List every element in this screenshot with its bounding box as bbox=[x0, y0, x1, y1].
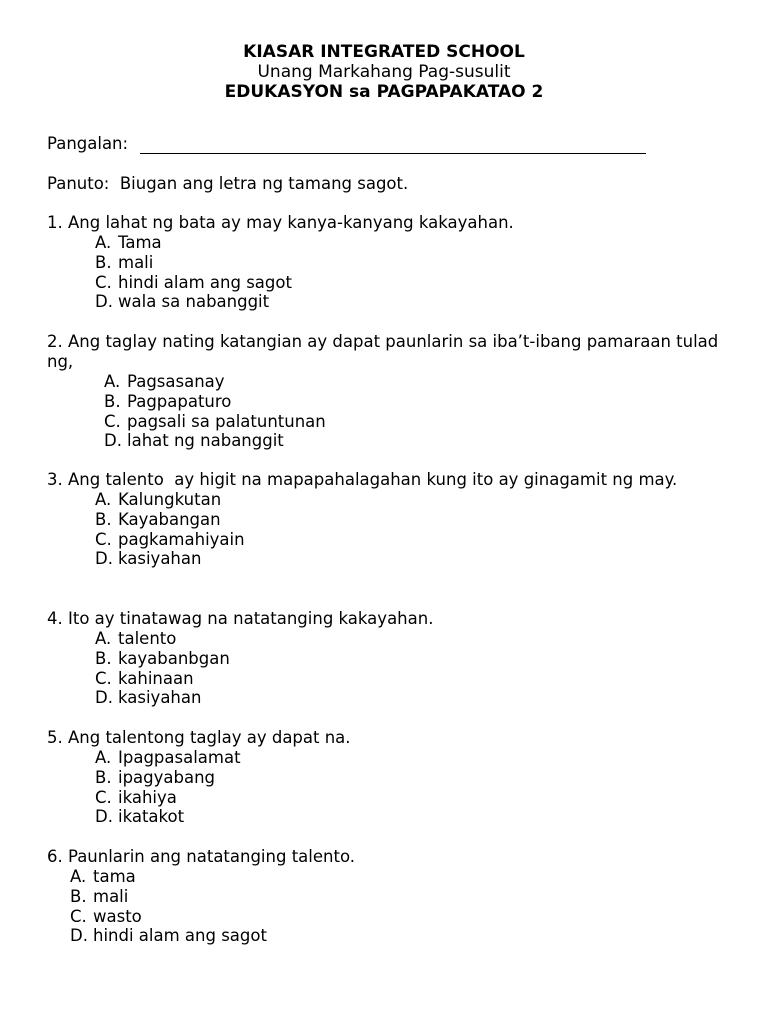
choice-item[interactable] bbox=[47, 907, 727, 927]
choice-text: pagkamahiyain bbox=[118, 529, 245, 549]
choice-text: wala sa nabanggit bbox=[118, 292, 270, 312]
choice-text: Tama bbox=[118, 233, 162, 252]
choice-text: ikahiya bbox=[118, 787, 177, 807]
choice-item[interactable] bbox=[47, 372, 727, 392]
choice-letter: B. bbox=[95, 648, 112, 668]
choice-text: mali bbox=[93, 886, 129, 906]
question-4 bbox=[47, 609, 727, 708]
choice-item[interactable] bbox=[47, 412, 727, 432]
choice-text: tama bbox=[93, 867, 136, 886]
choice-list bbox=[47, 372, 727, 451]
choice-text: kahinaan bbox=[118, 668, 194, 688]
choice-text: ipagyabang bbox=[118, 767, 216, 787]
choice-list bbox=[47, 867, 727, 946]
choice-item[interactable] bbox=[47, 253, 727, 273]
choice-text: Kayabangan bbox=[118, 509, 221, 529]
school-name: KIASAR INTEGRATED SCHOOL bbox=[243, 42, 525, 62]
choice-letter: C. bbox=[95, 272, 112, 292]
choice-text: Kalungkutan bbox=[118, 490, 222, 509]
question-stem: 3. Ang talento ay higit na mapapahalagahan kung ito ay ginagamit ng may. bbox=[47, 470, 678, 489]
choice-text: Pagsasanay bbox=[127, 372, 225, 391]
question-stem: 4. Ito ay tinatawag na natatanging kakayahan. bbox=[47, 609, 434, 628]
choice-list bbox=[47, 629, 727, 708]
choice-text: wasto bbox=[93, 906, 142, 926]
choice-letter: B. bbox=[70, 886, 87, 906]
choice-letter: A. bbox=[70, 867, 87, 886]
choice-text: kasiyahan bbox=[118, 688, 202, 708]
choice-item[interactable] bbox=[47, 431, 727, 451]
choice-item[interactable] bbox=[47, 867, 727, 887]
choice-text: ikatakot bbox=[118, 807, 185, 827]
choice-letter: A. bbox=[95, 629, 112, 648]
choice-item[interactable] bbox=[47, 292, 727, 312]
choice-letter: A. bbox=[95, 748, 112, 767]
choice-item[interactable] bbox=[47, 629, 727, 649]
choice-item[interactable] bbox=[47, 807, 727, 827]
name-blank-line[interactable] bbox=[140, 136, 646, 154]
subject-title: EDUKASYON sa PAGPAPAKATAO 2 bbox=[224, 82, 544, 102]
choice-list bbox=[47, 748, 727, 827]
document-header bbox=[0, 42, 768, 102]
choice-text: talento bbox=[118, 629, 177, 648]
choice-item[interactable] bbox=[47, 669, 727, 689]
choice-text: Pagpapaturo bbox=[127, 391, 232, 411]
question-5 bbox=[47, 728, 727, 827]
choice-letter: D. bbox=[104, 431, 122, 451]
choice-item[interactable] bbox=[47, 748, 727, 768]
question-3 bbox=[47, 470, 727, 569]
choice-text: kasiyahan bbox=[118, 549, 202, 569]
choice-text: lahat ng nabanggit bbox=[127, 431, 284, 451]
choice-item[interactable] bbox=[47, 926, 727, 946]
choice-letter: A. bbox=[95, 233, 112, 252]
choice-item[interactable] bbox=[47, 530, 727, 550]
choice-item[interactable] bbox=[47, 688, 727, 708]
choice-item[interactable] bbox=[47, 392, 727, 412]
choice-list bbox=[47, 490, 727, 569]
choice-text: kayabanbgan bbox=[118, 648, 230, 668]
choice-text: hindi alam ang sagot bbox=[118, 272, 292, 292]
choice-item[interactable] bbox=[47, 233, 727, 253]
name-label: Pangalan: bbox=[47, 134, 129, 153]
choice-letter: C. bbox=[70, 906, 87, 926]
choice-item[interactable] bbox=[47, 788, 727, 808]
choice-item[interactable] bbox=[47, 887, 727, 907]
choice-item[interactable] bbox=[47, 510, 727, 530]
choice-letter: B. bbox=[95, 509, 112, 529]
question-stem: 1. Ang lahat ng bata ay may kanya-kanyang kakayahan. bbox=[47, 213, 514, 232]
choice-item[interactable] bbox=[47, 549, 727, 569]
choice-text: mali bbox=[118, 252, 154, 272]
choice-item[interactable] bbox=[47, 273, 727, 293]
choice-letter: B. bbox=[95, 767, 112, 787]
question-2 bbox=[47, 332, 727, 451]
choice-list bbox=[47, 233, 727, 312]
choice-item[interactable] bbox=[47, 768, 727, 788]
choice-letter: C. bbox=[95, 529, 112, 549]
choice-letter: B. bbox=[95, 252, 112, 272]
question-6 bbox=[47, 847, 727, 946]
exam-title: Unang Markahang Pag-susulit bbox=[257, 62, 511, 82]
question-stem: 5. Ang talentong taglay ay dapat na. bbox=[47, 728, 351, 747]
choice-letter: C. bbox=[95, 787, 112, 807]
choice-text: Ipagpasalamat bbox=[118, 748, 241, 767]
choice-letter: C. bbox=[95, 668, 112, 688]
question-stem: 6. Paunlarin ang natatanging talento. bbox=[47, 847, 355, 866]
choice-letter: B. bbox=[104, 391, 121, 411]
choice-letter: C. bbox=[104, 411, 121, 431]
question-1 bbox=[47, 213, 727, 312]
choice-letter: D. bbox=[95, 807, 113, 827]
name-field-row bbox=[47, 134, 646, 154]
choice-letter: D. bbox=[95, 549, 113, 569]
choice-text: hindi alam ang sagot bbox=[93, 926, 267, 946]
choice-text: pagsali sa palatuntunan bbox=[127, 411, 326, 431]
choice-letter: D. bbox=[95, 292, 113, 312]
instructions: Panuto: Biugan ang letra ng tamang sagot. bbox=[47, 174, 409, 193]
choice-letter: A. bbox=[104, 372, 121, 391]
choice-item[interactable] bbox=[47, 490, 727, 510]
choice-item[interactable] bbox=[47, 649, 727, 669]
choice-letter: D. bbox=[95, 688, 113, 708]
choice-letter: D. bbox=[70, 926, 88, 946]
question-stem: 2. Ang taglay nating katangian ay dapat paunlarin sa iba’t-ibang pamaraan tulad ng, bbox=[47, 332, 724, 371]
choice-letter: A. bbox=[95, 490, 112, 509]
